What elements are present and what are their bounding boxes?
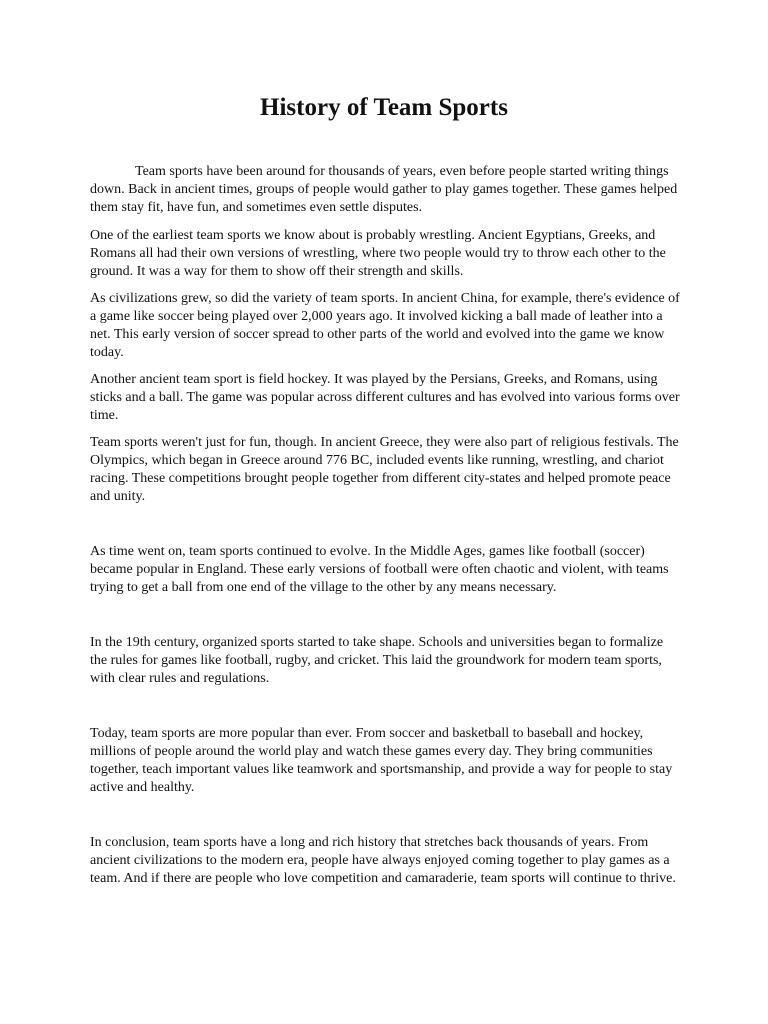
paragraph-wrestling: One of the earliest team sports we know about is probably wrestling. Ancient Egyptians, Greeks, and Romans all had their own versions of wrestling, where two people would try to throw each other to the ground. It was a way for them to show off their strength and skills. bbox=[90, 228, 666, 279]
paragraph-19th-century: In the 19th century, organized sports started to take shape. Schools and universities began to formalize the rules for games like football, rugby, and cricket. This laid the groundwork for modern team sports, with clear rules and regulations. bbox=[90, 635, 664, 686]
paragraph-middle-ages: As time went on, team sports continued to evolve. In the Middle Ages, games like football (soccer) became popular in England. These early versions of football were often chaotic and violent, with teams trying to get a ball from one end of the village to the other by any means necessary. bbox=[90, 544, 669, 595]
paragraph-field-hockey: Another ancient team sport is field hockey. It was played by the Persians, Greeks, and Romans, using sticks and a ball. The game was popular across different cultures and has evolved into various forms over time. bbox=[90, 372, 680, 423]
paragraph-soccer-origins: As civilizations grew, so did the variety of team sports. In ancient China, for example, there's evidence of a game like soccer being played over 2,000 years ago. It involved kicking a ball made of leather into a net. This early version of soccer spread to other parts of the world and evolved into the game we know today. bbox=[90, 291, 680, 360]
paragraph-intro: Team sports have been around for thousands of years, even before people started writing things down. Back in ancient times, groups of people would gather to play games together. These games helped them stay fit, have fun, and sometimes even settle disputes. bbox=[90, 164, 678, 215]
paragraph-olympics: Team sports weren't just for fun, though. In ancient Greece, they were also part of religious festivals. The Olympics, which began in Greece around 776 BC, included events like running, wrestling, and chariot racing. These competitions brought people together from different city-states and helped promote peace and unity. bbox=[90, 435, 679, 504]
paragraph-conclusion: In conclusion, team sports have a long and rich history that stretches back thousands of years. From ancient civilizations to the modern era, people have always enjoyed coming together to play games as a team. And if there are people who love competition and camaraderie, team sports will continue to thrive. bbox=[90, 835, 676, 886]
document-title: History of Team Sports bbox=[260, 94, 508, 121]
paragraph-today: Today, team sports are more popular than ever. From soccer and basketball to baseball and hockey, millions of people around the world play and watch these games every day. They bring communities together, teach important values like teamwork and sportsmanship, and provide a way for people to stay active and healthy. bbox=[90, 726, 673, 795]
